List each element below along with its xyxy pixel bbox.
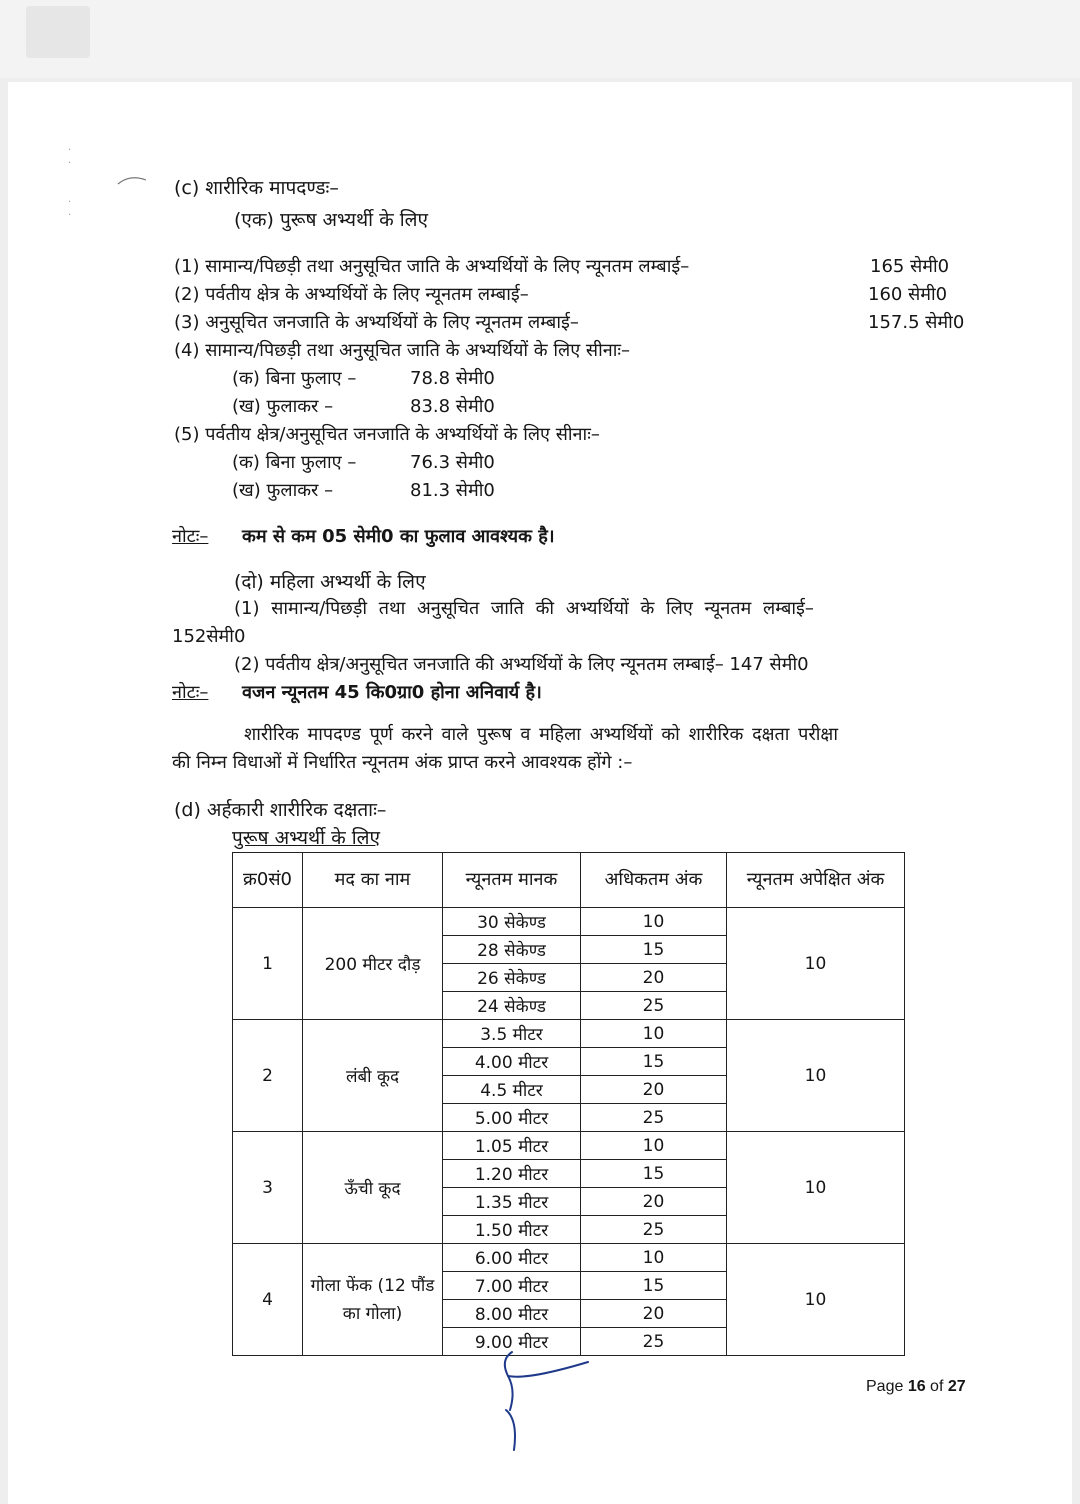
cell-standard: 3.5 मीटर <box>443 1020 581 1048</box>
cell-marks: 15 <box>581 1272 727 1300</box>
cell-standard: 9.00 मीटर <box>443 1328 581 1356</box>
chest-4b-value: 83.8 सेमी0 <box>410 396 495 417</box>
cell-name: 200 मीटर दौड़ <box>303 908 443 1020</box>
chest-4a-value: 78.8 सेमी0 <box>410 368 495 389</box>
table-row <box>233 1244 905 1272</box>
cell-sno: 3 <box>233 1132 303 1244</box>
cell-min: 10 <box>727 1132 905 1244</box>
cell-standard: 26 सेकेण्ड <box>443 964 581 992</box>
table-row <box>233 908 905 936</box>
height-item-1: (1) सामान्य/पिछड़ी तथा अनुसूचित जाति के अभ्यर्थियों के लिए न्यूनतम लम्बाई– <box>174 256 690 277</box>
cell-marks: 25 <box>581 992 727 1020</box>
female-item-2: (2) पर्वतीय क्षेत्र/अनुसूचित जनजाति की अभ्यर्थियों के लिए न्यूनतम लम्बाई– 147 सेमी0 <box>234 654 809 675</box>
note-2-label: नोटः– <box>172 682 209 703</box>
back-button[interactable] <box>26 6 90 58</box>
section-c-heading: (c) शारीरिक मापदण्डः– <box>174 177 339 199</box>
paragraph-line-1: शारीरिक मापदण्ड पूर्ण करने वाले पुरूष व महिला अभ्यर्थियों को शारीरिक दक्षता परीक्षा <box>244 724 838 745</box>
chest-4a-label: (क) बिना फुलाए – <box>232 368 357 389</box>
cell-standard: 1.05 मीटर <box>443 1132 581 1160</box>
cell-standard: 1.20 मीटर <box>443 1160 581 1188</box>
female-item-1: (1) सामान्य/पिछड़ी तथा अनुसूचित जाति की अभ्यर्थियों के लिए न्यूनतम लम्बाई– <box>234 598 814 619</box>
cell-name: ऊँची कूद <box>303 1132 443 1244</box>
cell-sno: 1 <box>233 908 303 1020</box>
cell-standard: 4.5 मीटर <box>443 1076 581 1104</box>
cell-sno: 4 <box>233 1244 303 1356</box>
section-d-heading: (d) अर्हकारी शारीरिक दक्षताः– <box>174 799 387 821</box>
cell-standard: 8.00 मीटर <box>443 1300 581 1328</box>
height-item-3: (3) अनुसूचित जनजाति के अभ्यर्थियों के लिए न्यूनतम लम्बाई– <box>174 312 579 333</box>
cell-standard: 7.00 मीटर <box>443 1272 581 1300</box>
document-page <box>8 82 1072 1504</box>
height-value-1: 165 सेमी0 <box>870 256 950 277</box>
cell-marks: 10 <box>581 1020 727 1048</box>
male-heading: (एक) पुरूष अभ्यर्थी के लिए <box>234 209 429 231</box>
cell-standard: 4.00 मीटर <box>443 1048 581 1076</box>
header-min-marks: न्यूनतम अपेक्षित अंक <box>727 853 905 908</box>
scan-mark-arc <box>116 172 150 188</box>
note-1-label: नोटः– <box>172 526 209 547</box>
chest-item-4: (4) सामान्य/पिछड़ी तथा अनुसूचित जाति के अभ्यर्थियों के लिए सीनाः– <box>174 340 631 361</box>
cell-standard: 6.00 मीटर <box>443 1244 581 1272</box>
chest-item-5: (5) पर्वतीय क्षेत्र/अनुसूचित जनजाति के अभ्यर्थियों के लिए सीनाः– <box>174 424 600 445</box>
page-mid: of <box>925 1378 948 1395</box>
cell-marks: 10 <box>581 908 727 936</box>
fitness-table <box>232 852 905 1356</box>
cell-marks: 15 <box>581 1048 727 1076</box>
cell-marks: 20 <box>581 964 727 992</box>
viewer-toolbar <box>0 0 1080 78</box>
female-heading: (दो) महिला अभ्यर्थी के लिए <box>234 571 426 593</box>
page-prefix: Page <box>866 1378 908 1395</box>
table-male-heading: पुरूष अभ्यर्थी के लिए <box>232 827 381 849</box>
page-number <box>866 1378 966 1396</box>
header-standard: न्यूनतम मानक <box>443 853 581 908</box>
cell-standard: 28 सेकेण्ड <box>443 936 581 964</box>
cell-marks: 20 <box>581 1188 727 1216</box>
header-sno: क्र0सं0 <box>233 853 303 908</box>
cell-standard: 5.00 मीटर <box>443 1104 581 1132</box>
cell-marks: 25 <box>581 1328 727 1356</box>
cell-marks: 15 <box>581 1160 727 1188</box>
cell-marks: 10 <box>581 1132 727 1160</box>
cell-standard: 1.35 मीटर <box>443 1188 581 1216</box>
cell-min: 10 <box>727 908 905 1020</box>
table-header-row <box>233 853 905 908</box>
table-row <box>233 1020 905 1048</box>
height-value-3: 157.5 सेमी0 <box>868 312 965 333</box>
cell-standard: 1.50 मीटर <box>443 1216 581 1244</box>
cell-name: लंबी कूद <box>303 1020 443 1132</box>
signature <box>488 1340 618 1470</box>
chest-5a-label: (क) बिना फुलाए – <box>232 452 357 473</box>
header-max-marks: अधिकतम अंक <box>581 853 727 908</box>
table-row <box>233 1132 905 1160</box>
note-2-text: वजन न्यूनतम 45 कि0ग्रा0 होना अनिवार्य है। <box>242 682 542 703</box>
page-total: 27 <box>947 1378 966 1395</box>
cell-marks: 25 <box>581 1104 727 1132</box>
female-item-1-value: 152सेमी0 <box>172 626 246 647</box>
cell-standard: 30 सेकेण्ड <box>443 908 581 936</box>
chest-5b-label: (ख) फुलाकर – <box>232 480 334 501</box>
scan-marks: · · · · <box>68 145 72 221</box>
cell-marks: 15 <box>581 936 727 964</box>
paragraph-line-2: की निम्न विधाओं में निर्धारित न्यूनतम अंक प्राप्त करने आवश्यक होंगे :– <box>172 752 633 773</box>
cell-marks: 20 <box>581 1300 727 1328</box>
chest-5a-value: 76.3 सेमी0 <box>410 452 495 473</box>
chest-5b-value: 81.3 सेमी0 <box>410 480 495 501</box>
cell-min: 10 <box>727 1020 905 1132</box>
cell-standard: 24 सेकेण्ड <box>443 992 581 1020</box>
cell-sno: 2 <box>233 1020 303 1132</box>
cell-marks: 25 <box>581 1216 727 1244</box>
chest-4b-label: (ख) फुलाकर – <box>232 396 334 417</box>
note-1-text: कम से कम 05 सेमी0 का फुलाव आवश्यक है। <box>242 526 555 547</box>
height-item-2: (2) पर्वतीय क्षेत्र के अभ्यर्थियों के लिए न्यूनतम लम्बाई– <box>174 284 529 305</box>
cell-name: गोला फेंक (12 पौंड का गोला) <box>303 1244 443 1356</box>
cell-marks: 20 <box>581 1076 727 1104</box>
cell-min: 10 <box>727 1244 905 1356</box>
page-current: 16 <box>907 1378 926 1395</box>
cell-marks: 10 <box>581 1244 727 1272</box>
header-name: मद का नाम <box>303 853 443 908</box>
height-value-2: 160 सेमी0 <box>868 284 948 305</box>
